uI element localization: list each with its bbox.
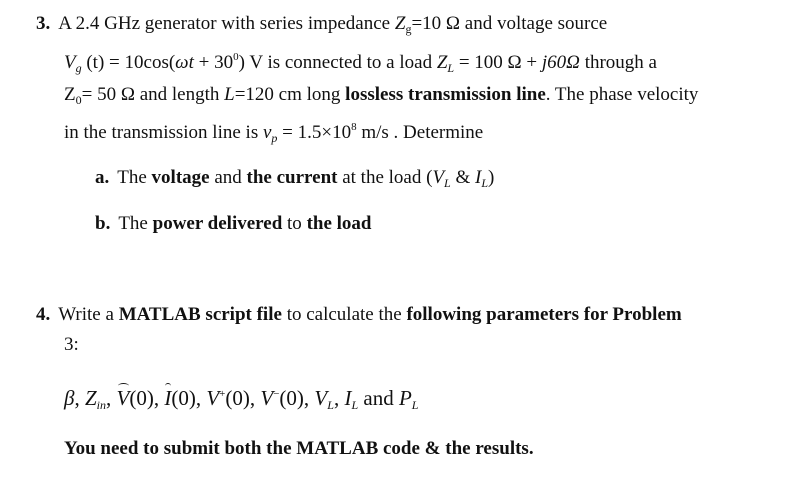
problem-4-line-2 xyxy=(64,333,79,357)
pl-subscript: L xyxy=(411,398,419,412)
problem-3-text: A 2.4 GHz generator with series impedance xyxy=(58,13,395,34)
vg-expression: (t) = 10cos( xyxy=(81,52,176,73)
problem-3-text: =10 Ω and voltage source xyxy=(411,13,608,34)
part-b-text: to xyxy=(282,213,307,234)
problem-3-text: in the transmission line is xyxy=(64,122,263,143)
degree-superscript: 0 xyxy=(233,51,239,63)
separator: , xyxy=(153,386,165,410)
v-plus-symbol: V xyxy=(206,386,220,410)
separator: , xyxy=(74,386,85,410)
zin-subscript: in xyxy=(96,398,106,412)
submit-instruction: You need to submit both the MATLAB code & the results. xyxy=(64,438,534,459)
z0-symbol: Z xyxy=(64,84,76,105)
zero-arg: (0) xyxy=(129,386,154,410)
separator: , xyxy=(303,386,315,410)
vp-subscript: p xyxy=(271,131,278,145)
zl-subscript: L xyxy=(447,61,455,75)
separator: , xyxy=(249,386,261,410)
matlab-script-bold: MATLAB script file xyxy=(118,304,282,325)
problem-3-line-1 xyxy=(36,12,607,41)
il-symbol: I xyxy=(475,167,482,188)
part-a-current-bold: the current xyxy=(246,167,338,188)
problem-3-line-4 xyxy=(64,115,483,150)
problem-4-text: Write a xyxy=(58,304,119,325)
vg-subscript: g xyxy=(75,61,82,75)
phase-text: + 30 xyxy=(193,52,234,73)
part-a-text: The xyxy=(117,167,152,188)
part-a-text: ) xyxy=(488,167,495,188)
and-word: and xyxy=(358,386,399,410)
separator: , xyxy=(106,386,117,410)
il-symbol: I xyxy=(344,386,352,410)
part-b-load-bold: the load xyxy=(306,213,372,234)
problem-3-text: m/s . Determine xyxy=(356,122,484,143)
problem-3-text: = 100 Ω + xyxy=(454,52,542,73)
zg-subscript: g xyxy=(405,22,412,36)
v-hat-symbol: V xyxy=(116,386,130,410)
problem-3-text: through a xyxy=(579,52,657,73)
lossless-line-bold: lossless transmission line xyxy=(345,84,546,105)
part-b xyxy=(95,212,372,236)
problem-4-text: 3: xyxy=(64,334,79,355)
part-a-text: and xyxy=(209,167,247,188)
problem-4-text: to calculate the xyxy=(281,304,407,325)
zl-symbol: Z xyxy=(436,52,448,73)
problem-3-text: = 1.5×10 xyxy=(277,122,352,143)
vp-symbol: v xyxy=(262,122,272,143)
vl-symbol: V xyxy=(432,167,445,188)
il-subscript: L xyxy=(351,398,359,412)
part-b-power-bold: power delivered xyxy=(152,213,283,234)
vl-subscript: L xyxy=(444,176,451,190)
zin-symbol: Z xyxy=(84,386,97,410)
zg-symbol: Z xyxy=(394,13,406,34)
part-a-voltage-bold: voltage xyxy=(151,167,210,188)
v-minus-symbol: V xyxy=(260,386,274,410)
part-a-text: at the load ( xyxy=(337,167,433,188)
vl-subscript: L xyxy=(327,398,334,412)
problem-3-line-2 xyxy=(64,45,657,80)
problem-3-text: = 50 Ω and length xyxy=(81,84,225,105)
j60-term: j60Ω xyxy=(541,52,580,73)
pl-symbol: P xyxy=(398,386,412,410)
i-hat-symbol: I xyxy=(164,386,172,410)
omega-t: ωt xyxy=(175,52,194,73)
parameter-list xyxy=(64,382,418,417)
separator: , xyxy=(195,386,207,410)
part-a-label: a. xyxy=(95,167,110,188)
z0-subscript: 0 xyxy=(75,93,82,107)
problem-3-line-3 xyxy=(64,83,698,112)
length-symbol: L xyxy=(224,84,235,105)
zero-arg: (0) xyxy=(279,386,304,410)
problem-3-text: =120 cm long xyxy=(234,84,346,105)
il-subscript: L xyxy=(481,176,489,190)
separator: , xyxy=(333,386,345,410)
plus-superscript: + xyxy=(219,388,226,400)
problem-3-number: 3. xyxy=(36,13,51,34)
problem-4-number: 4. xyxy=(36,304,51,325)
exponent: 8 xyxy=(351,121,357,133)
part-b-label: b. xyxy=(95,213,111,234)
part-b-text: The xyxy=(118,213,153,234)
zero-arg: (0) xyxy=(225,386,250,410)
part-a-text: & xyxy=(450,167,476,188)
beta-symbol: β xyxy=(64,386,75,410)
params-bold: following parameters for Problem xyxy=(406,304,682,325)
minus-superscript: − xyxy=(273,388,280,400)
part-a xyxy=(95,166,494,195)
vl-symbol: V xyxy=(314,386,328,410)
problem-4-line-1 xyxy=(36,303,682,327)
vg-symbol: V xyxy=(64,52,76,73)
problem-3-text: ) V is connected to a load xyxy=(238,52,437,73)
zero-arg: (0) xyxy=(171,386,196,410)
problem-3-text: . The phase velocity xyxy=(545,84,699,105)
